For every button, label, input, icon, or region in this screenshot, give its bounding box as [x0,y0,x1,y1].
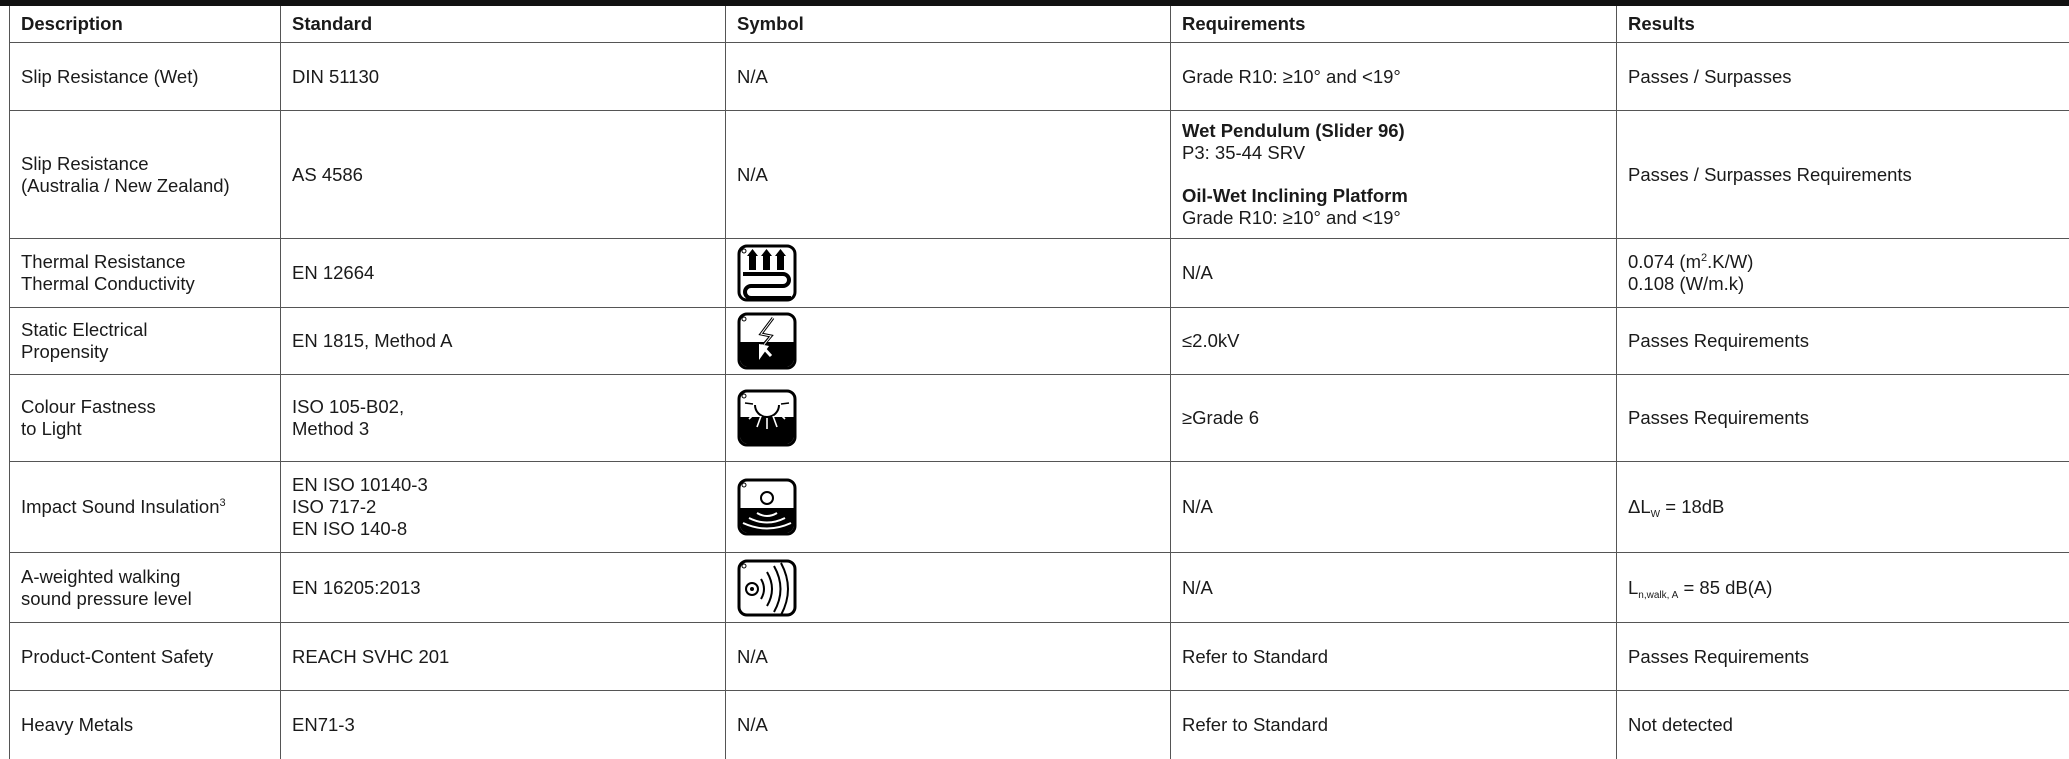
results-cell: Passes / Surpasses Requirements [1617,111,2069,239]
symbol-cell: N/A [726,691,1171,759]
description-cell: Static Electrical Propensity [10,308,281,375]
symbol-cell [726,308,1171,375]
requirements-cell: Refer to Standard [1171,623,1617,691]
light-fastness-sun-icon [737,389,797,447]
results-cell: Passes Requirements [1617,308,2069,375]
symbol-cell: N/A [726,43,1171,111]
table-row [10,691,2069,759]
symbol-cell [726,375,1171,462]
table-row [10,462,2069,553]
symbol-cell: N/A [726,111,1171,239]
standard-cell: REACH SVHC 201 [281,623,726,691]
results-cell: $\Delta L_W = 18dB$ [1617,462,2069,553]
table-header-row [10,6,2069,43]
description-cell: Colour Fastness to Light [10,375,281,462]
results-cell: 0.074 $(m^2.K/W)$ 0.108 (W/m.k) [1617,239,2069,308]
description-cell: Heavy Metals [10,691,281,759]
standard-cell: EN71-3 [281,691,726,759]
requirement-heading: Wet Pendulum (Slider 96) [1182,120,1605,142]
results-cell: Passes / Surpasses [1617,43,2069,111]
standard-cell: EN ISO 10140-3 ISO 717-2 EN ISO 140-8 [281,462,726,553]
results-cell: Passes Requirements [1617,375,2069,462]
requirements-cell: N/A [1171,462,1617,553]
symbol-cell [726,239,1171,308]
table-row [10,43,2069,111]
table-row [10,375,2069,462]
standard-cell: ISO 105-B02, Method 3 [281,375,726,462]
description-cell: Impact Sound Insulation$^3$ [10,462,281,553]
symbol-cell: N/A [726,623,1171,691]
standard-cell: EN 16205:2013 [281,553,726,623]
results-cell: Not detected [1617,691,2069,759]
requirements-cell: Grade R10: ≥10° and <19° [1171,43,1617,111]
requirements-cell: N/A [1171,553,1617,623]
standard-cell: EN 1815, Method A [281,308,726,375]
requirements-cell: Refer to Standard [1171,691,1617,759]
description-cell: Slip Resistance (Australia / New Zealand) [10,111,281,239]
standard-cell: DIN 51130 [281,43,726,111]
standard-cell: EN 12664 [281,239,726,308]
description-cell: Slip Resistance (Wet) [10,43,281,111]
table-row [10,308,2069,375]
description-cell: Thermal Resistance Thermal Conductivity [10,239,281,308]
header-description: Description [10,6,281,43]
requirements-cell: N/A [1171,239,1617,308]
table-row [10,111,2069,239]
underfloor-heating-icon [737,244,797,302]
symbol-cell [726,462,1171,553]
header-standard: Standard [281,6,726,43]
header-requirements: Requirements [1171,6,1617,43]
results-cell: Passes Requirements [1617,623,2069,691]
symbol-cell [726,553,1171,623]
results-cell: $L_{n,walk, A} = 85$ dB(A) [1617,553,2069,623]
static-electricity-icon [737,312,797,370]
header-symbol: Symbol [726,6,1171,43]
table-row [10,623,2069,691]
requirements-cell: Wet Pendulum (Slider 96) P3: 35-44 SRV Oil-Wet Inclining Platform Grade R10: ≥10° and <19° [1171,111,1617,239]
header-results: Results [1617,6,2069,43]
table-row [10,553,2069,623]
description-cell: A-weighted walking sound pressure level [10,553,281,623]
standard-cell: AS 4586 [281,111,726,239]
specification-table [9,6,2069,759]
requirements-cell: ≥Grade 6 [1171,375,1617,462]
walking-sound-icon [737,559,797,617]
impact-sound-icon [737,478,797,536]
table-row [10,239,2069,308]
requirements-cell: ≤2.0kV [1171,308,1617,375]
requirement-heading: Oil-Wet Inclining Platform [1182,185,1605,207]
description-cell: Product-Content Safety [10,623,281,691]
